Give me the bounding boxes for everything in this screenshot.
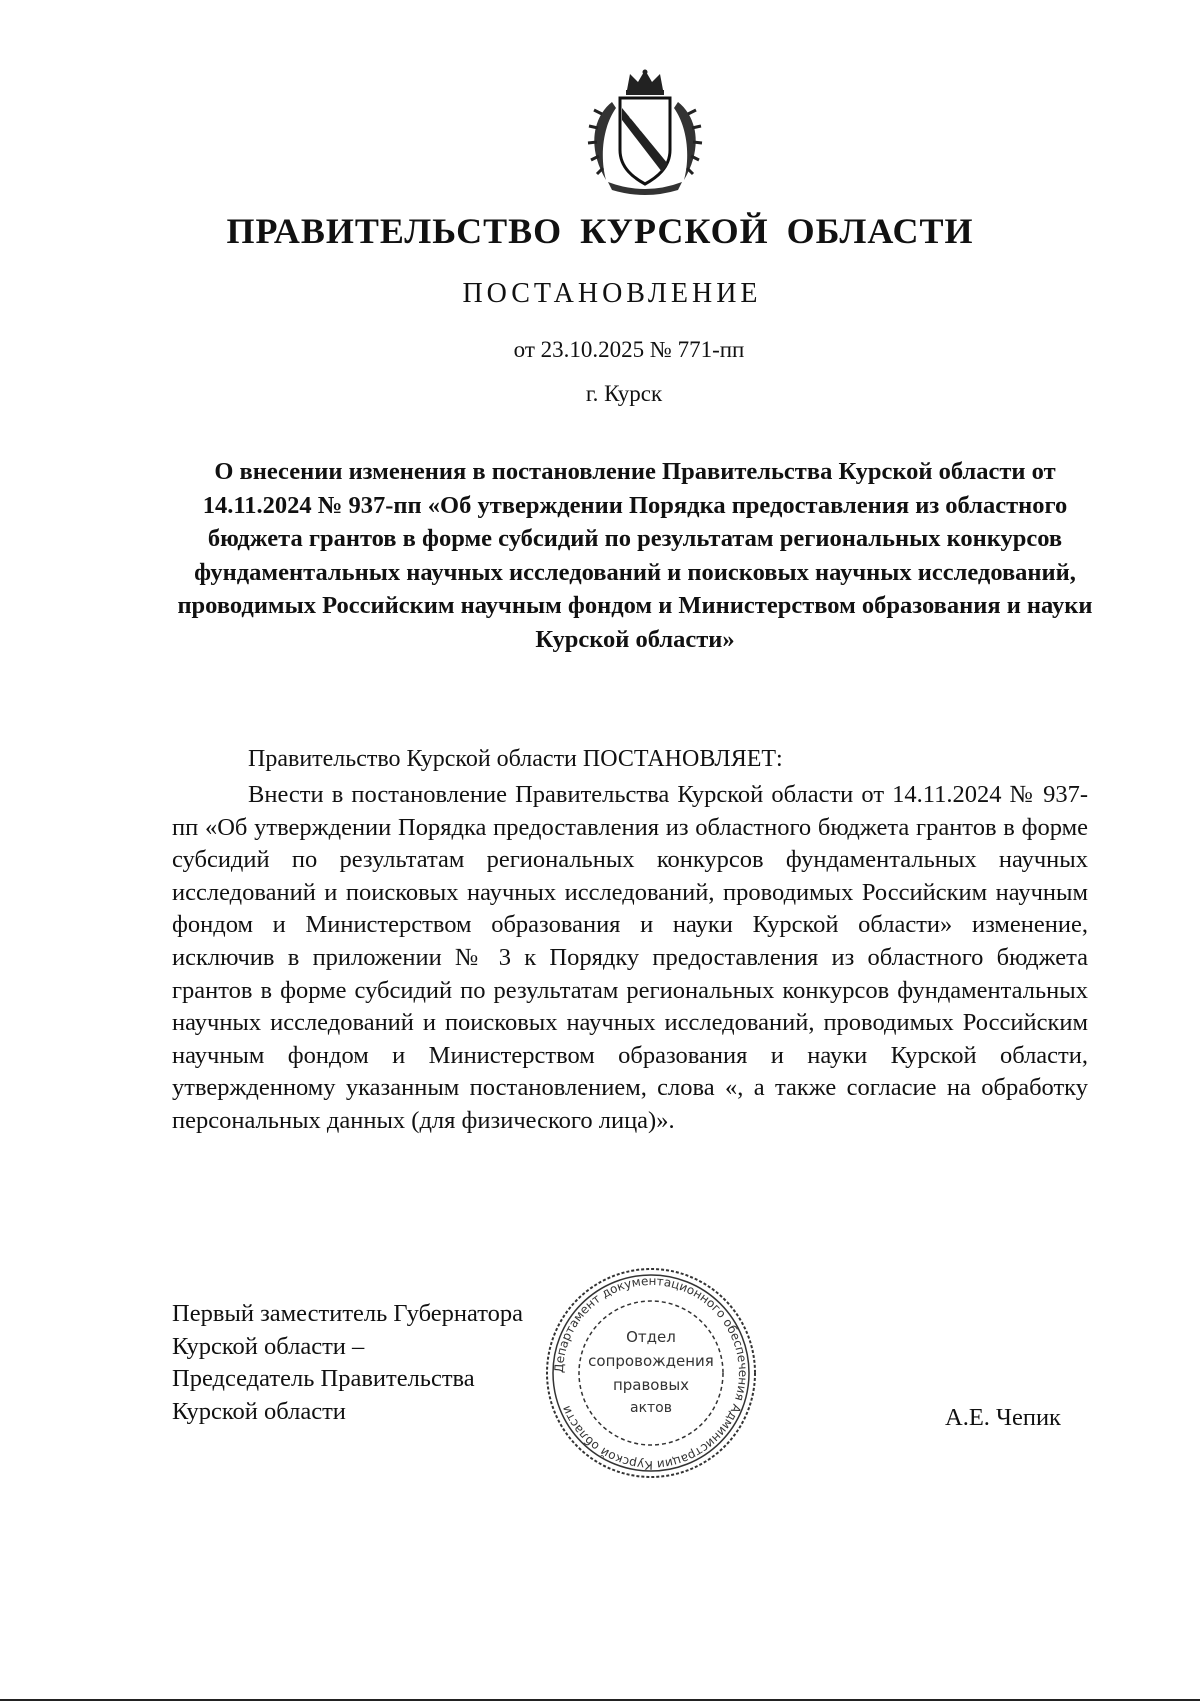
preamble: Правительство Курской области ПОСТАНОВЛЯЕТ: [248,746,783,772]
organization-title: ПРАВИТЕЛЬСТВО КУРСКОЙ ОБЛАСТИ [226,211,974,251]
document-number: от 23.10.2025 № 771-пп [513,337,745,362]
document-type: ПОСТАНОВЛЕНИЕ [462,278,762,309]
document-subject: О внесении изменения в постановление Правительства Курской области от 14.11.2024 № 937-пп «Об утверждении Порядка предоставления из областного бюджета грантов в форме субсидий по результатам региональных конкурсов фундаментальных научных исследований и поисковых научных исследований, проводимых Российским научным фондом и Министерством образования и науки Курской области» [177,458,1093,653]
official-stamp [540,1262,762,1484]
city: г. Курск [585,381,663,406]
bottom-edge-line [0,1699,1200,1701]
stamp-inner-line: сопровождения [588,1352,714,1370]
body-paragraph: Внести в постановление Правительства Курской области от 14.11.2024 № 937-пп «Об утверждении Порядка предоставления из областного бюджета грантов в форме субсидий по результатам региональных конкурсов фундаментальных научных исследований и поисковых научных исследований, проводимых Российским научным фондом и Министерством образования и науки Курской области» изменение, исключив в приложении № 3 к Порядку предоставления из областного бюджета грантов в форме субсидий по результатам региональных конкурсов фундаментальных научных исследований и поисковых научных исследований, проводимых Российским научным фондом и Министерством образования и науки Курской области, утвержденному указанным постановлением, слова «, а также согласие на обработку персональных данных (для физического лица)». [172,781,1088,1134]
signer-position-line: Председатель Правительства [172,1365,475,1392]
signer-position-line: Курской области – [172,1332,365,1360]
kursk-coat-of-arms-icon [572,68,718,196]
stamp-inner-line: Отдел [626,1328,676,1346]
signer-position [172,1298,523,1428]
signer-name: А.Е. Чепик [945,1404,1061,1431]
signer-position-line: Первый заместитель Губернатора [172,1300,523,1327]
stamp-outer-text-path: Департамент документационного обеспечения Администрации Курской области [551,1273,751,1473]
signer-position-line: Курской области [172,1397,346,1425]
stamp-inner-line: актов [629,1400,673,1416]
stamp-inner-line: правовых [612,1376,690,1394]
